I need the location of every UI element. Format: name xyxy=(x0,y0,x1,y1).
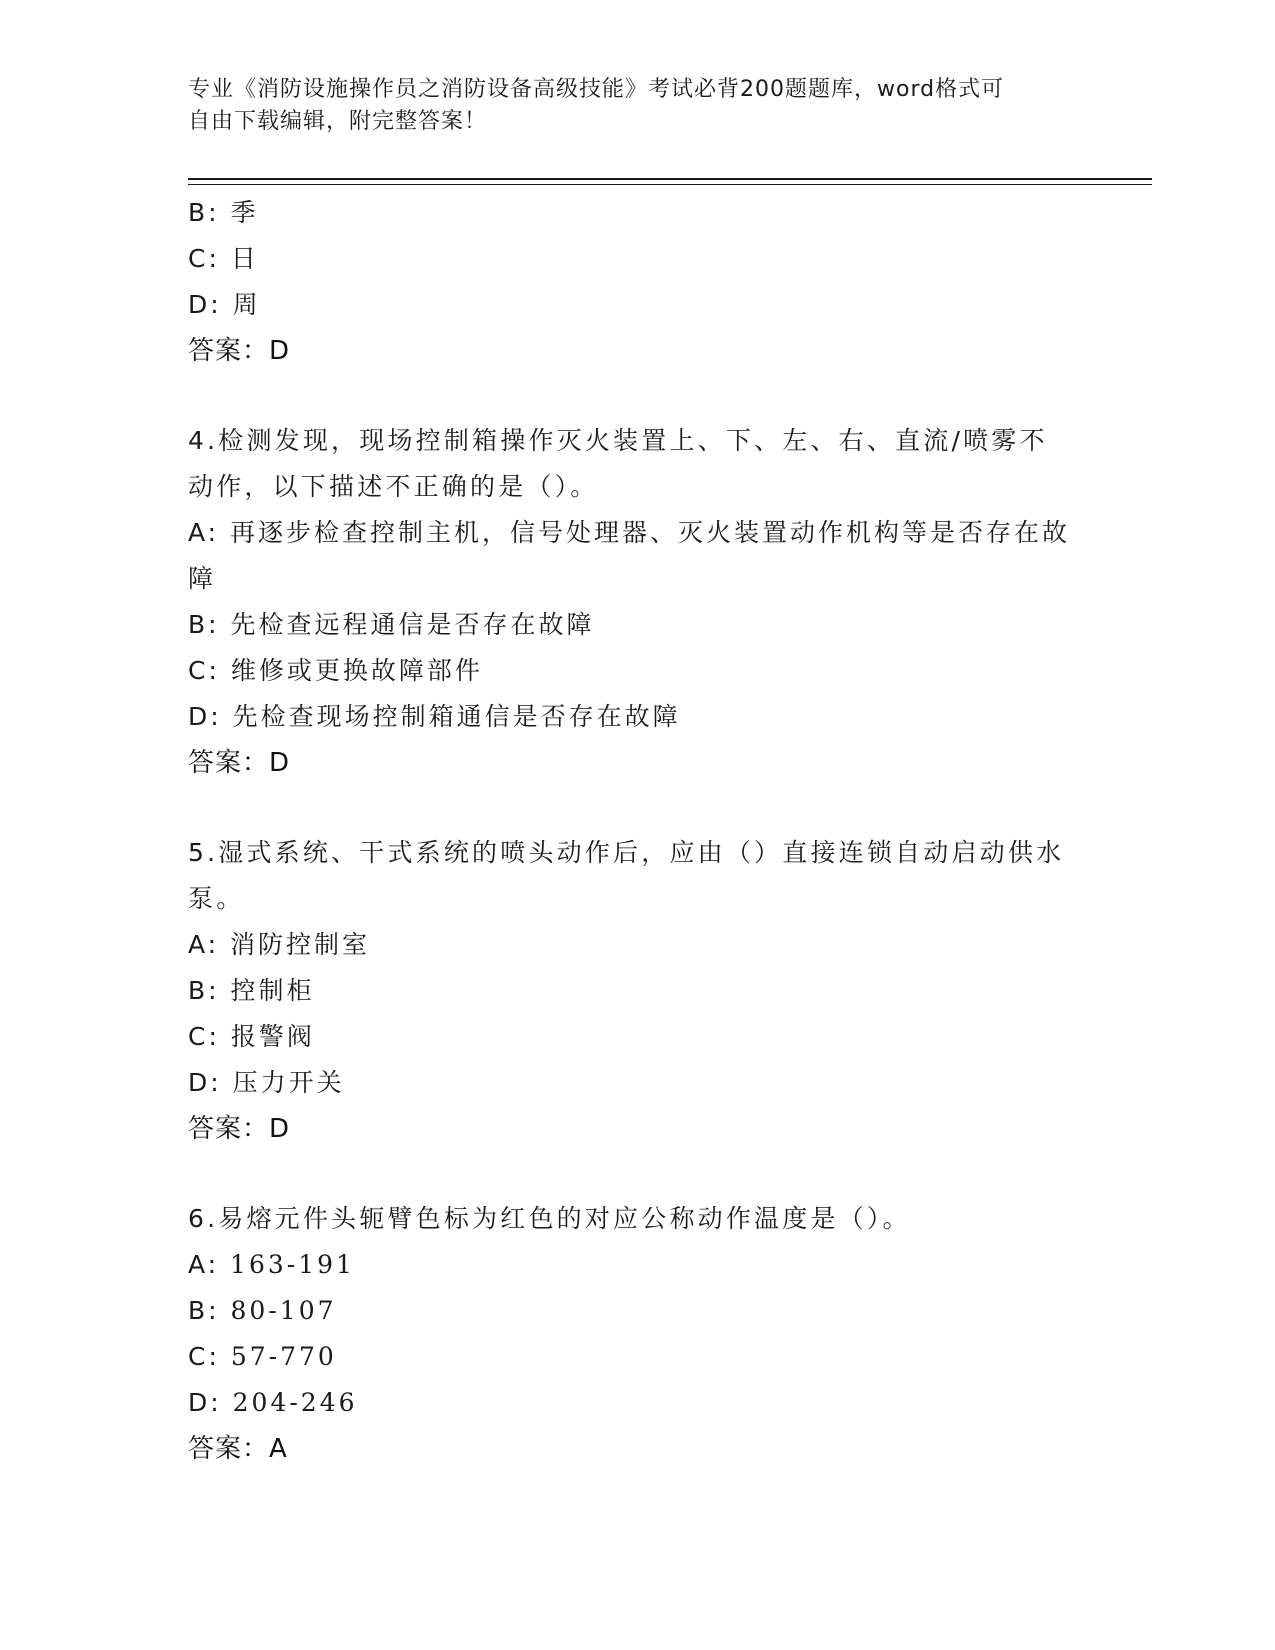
option-text: 先检查现场控制箱通信是否存在故障 xyxy=(232,702,681,731)
option-text: 报警阀 xyxy=(230,1022,315,1051)
option-text: 消防控制室 xyxy=(230,930,371,959)
option-text: 控制柜 xyxy=(230,976,315,1005)
option-text: 周 xyxy=(232,290,261,319)
question-text: 5.湿式系统、干式系统的喷头动作后，应由（）直接连锁自动启动供水泵。 xyxy=(188,838,1065,913)
option-letter: C: xyxy=(188,244,220,273)
header-line-1: 专业《消防设施操作员之消防设备高级技能》考试必背200题题库，word格式可 xyxy=(188,77,1005,102)
option-letter: A: xyxy=(188,930,220,959)
header-divider-thick xyxy=(188,178,1152,180)
option-text: 163-191 xyxy=(230,1250,355,1279)
option-text: 80-107 xyxy=(230,1296,337,1325)
option-b xyxy=(188,968,1088,1014)
document-header xyxy=(188,74,1068,138)
option-letter: A: xyxy=(188,1250,220,1279)
option-letter: B: xyxy=(188,976,220,1005)
option-text: 维修或更换故障部件 xyxy=(230,656,483,685)
option-letter: C: xyxy=(188,1022,220,1051)
spacer xyxy=(188,1152,1088,1196)
question-3-block xyxy=(188,190,1088,374)
header-line-2: 自由下载编辑，附完整答案！ xyxy=(188,109,488,134)
option-b xyxy=(188,602,1088,648)
question-text: 4.检测发现，现场控制箱操作灭火装置上、下、左、右、直流/喷雾不动作，以下描述不正确的是（）。 xyxy=(188,426,1048,501)
option-letter: C: xyxy=(188,656,220,685)
option-text: 季 xyxy=(230,198,259,227)
question-text: 6.易熔元件头轭臂色标为红色的对应公称动作温度是（）。 xyxy=(188,1204,911,1233)
option-letter: B: xyxy=(188,1296,220,1325)
option-text: 204-246 xyxy=(232,1388,358,1417)
option-text: 再逐步检查控制主机，信号处理器、灭火装置动作机构等是否存在故障 xyxy=(188,518,1071,593)
option-d xyxy=(188,282,1088,328)
question-6-block xyxy=(188,1196,1088,1472)
option-d xyxy=(188,1380,1088,1426)
option-letter: B: xyxy=(188,610,220,639)
option-text: 压力开关 xyxy=(232,1068,345,1097)
option-d xyxy=(188,694,1088,740)
option-text: 57-770 xyxy=(230,1342,337,1371)
option-letter: D: xyxy=(188,1068,222,1097)
option-a xyxy=(188,1242,1088,1288)
question-list xyxy=(188,190,1088,1472)
option-letter: C: xyxy=(188,1342,220,1371)
answer-line: 答案：D xyxy=(188,1114,291,1144)
option-d xyxy=(188,1060,1088,1106)
question-4-block xyxy=(188,418,1088,786)
option-c xyxy=(188,236,1088,282)
option-c xyxy=(188,1334,1088,1380)
option-c xyxy=(188,648,1088,694)
option-a xyxy=(188,922,1088,968)
option-text: 先检查远程通信是否存在故障 xyxy=(230,610,595,639)
spacer xyxy=(188,374,1088,418)
option-letter: D: xyxy=(188,702,222,731)
question-5-block xyxy=(188,830,1088,1152)
option-letter: A: xyxy=(188,518,220,547)
option-letter: B: xyxy=(188,198,220,227)
option-b xyxy=(188,190,1088,236)
header-divider-thin xyxy=(188,184,1152,185)
option-text: 日 xyxy=(230,244,259,273)
option-c xyxy=(188,1014,1088,1060)
option-letter: D: xyxy=(188,1388,222,1417)
option-a xyxy=(188,510,1088,602)
answer-line: 答案：D xyxy=(188,336,291,366)
spacer xyxy=(188,786,1088,830)
answer-line: 答案：A xyxy=(188,1434,288,1464)
option-letter: D: xyxy=(188,290,222,319)
option-b xyxy=(188,1288,1088,1334)
answer-line: 答案：D xyxy=(188,748,291,778)
